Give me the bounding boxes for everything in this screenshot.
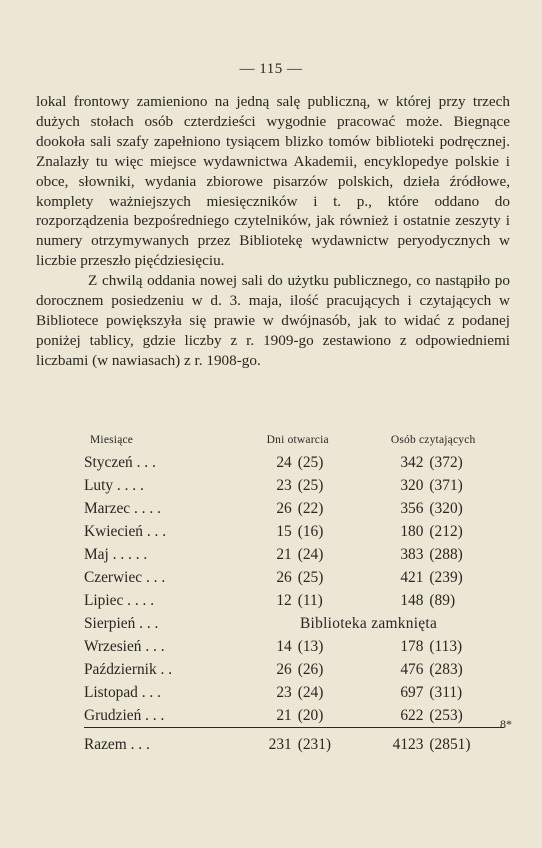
open-days-1908: (25): [297, 477, 324, 494]
header-months: Miesiące: [90, 434, 134, 446]
readers-1909: 383: [400, 546, 424, 563]
total-label: Razem . . .: [84, 736, 150, 753]
open-days-1909: 26: [276, 569, 292, 586]
total-open-days-1909: 231: [268, 736, 292, 753]
readers-1908: (320): [429, 500, 463, 517]
readers-1909: 148: [400, 592, 424, 609]
open-days-1909: 23: [276, 684, 292, 701]
open-days-1909: 21: [276, 707, 292, 724]
table-row: [84, 635, 504, 658]
readers-1909: 356: [400, 500, 424, 517]
open-days-1908: (20): [297, 707, 324, 724]
readers-1908: (113): [429, 638, 463, 655]
table-row: [84, 474, 504, 497]
statistics-table-wrap: [84, 433, 504, 756]
month-name: Kwiecień . . .: [84, 523, 167, 540]
open-days-1909: 23: [276, 477, 292, 494]
month-name: Listopad . . .: [84, 684, 161, 701]
open-days-1909: 12: [276, 592, 292, 609]
open-days-1908: (13): [297, 638, 324, 655]
table-row: [84, 658, 504, 681]
table-row: [84, 520, 504, 543]
month-name: Marzec . . . .: [84, 500, 161, 517]
total-readers-1908: (2851): [429, 736, 471, 753]
readers-1909: 697: [400, 684, 424, 701]
readers-1908: (253): [429, 707, 463, 724]
page-number: — 115 —: [239, 61, 303, 77]
table-row: [84, 704, 504, 728]
readers-1908: (311): [429, 684, 463, 701]
month-name: Wrzesień . . .: [84, 638, 165, 655]
header-open-days: Dni otwarcia: [266, 434, 329, 446]
readers-1908: (283): [429, 661, 463, 678]
paragraph-2: Z chwilą oddania nowej sali do użytku publicznego, co nastąpiło po dorocznem posiedzeniu w d. 3. maja, ilość pracujących i czytających w Bibliotece powiększyła się prawie w dwójnasób, jak to widać z podanej poniżej tablicy, gdzie liczby z r. 1909-go zestawiono z odpowiedniemi liczbami (w nawiasach) z r. 1908-go.: [36, 272, 510, 369]
month-name: Styczeń . . .: [84, 454, 156, 471]
month-name: Sierpień . . .: [84, 615, 159, 632]
readers-1909: 320: [400, 477, 424, 494]
readers-1908: (89): [429, 592, 456, 609]
table-total-row: [84, 730, 504, 756]
table-row: [84, 543, 504, 566]
readers-1909: 476: [400, 661, 424, 678]
open-days-1908: (24): [297, 684, 324, 701]
readers-1909: 622: [400, 707, 424, 724]
open-days-1908: (22): [297, 500, 324, 517]
table-row: [84, 497, 504, 520]
open-days-1909: 14: [276, 638, 292, 655]
month-name: Lipiec . . . .: [84, 592, 155, 609]
table-header-row: [84, 433, 504, 451]
readers-1909: 421: [400, 569, 424, 586]
month-name: Czerwiec . . .: [84, 569, 166, 586]
body-text: [36, 92, 510, 371]
total-readers-1909: 4123: [392, 736, 424, 753]
open-days-1909: 26: [276, 500, 292, 517]
readers-1908: (212): [429, 523, 463, 540]
table-row: [84, 589, 504, 612]
open-days-1909: 21: [276, 546, 292, 563]
open-days-1908: (16): [297, 523, 324, 540]
open-days-1908: (26): [297, 661, 324, 678]
table-row: [84, 451, 504, 474]
printer-signature-mark: 8*: [500, 717, 512, 731]
month-name: Maj . . . . .: [84, 546, 148, 563]
open-days-1908: (25): [297, 569, 324, 586]
table-body: [84, 451, 504, 756]
month-name: Październik . .: [84, 661, 173, 678]
total-open-days-1908: (231): [297, 736, 332, 753]
table-row: [84, 612, 504, 635]
readers-1909: 342: [400, 454, 424, 471]
header-readers: Osób czytających: [390, 434, 476, 446]
readers-1908: (371): [429, 477, 463, 494]
open-days-1909: 24: [276, 454, 292, 471]
open-days-1908: (11): [297, 592, 323, 609]
month-name: Grudzień . . .: [84, 707, 165, 724]
table-row: [84, 566, 504, 589]
table-row: [84, 681, 504, 704]
open-days-1908: (25): [297, 454, 324, 471]
paragraph-1: lokal frontowy zamieniono na jedną salę publiczną, w której przy trzech dużych stołach osób czterdzieści wygodnie pracować może. Biegnące dookoła sali szafy zapełniono tysiącem blizko tomów biblioteki podręcznej. Znalazły tu więc miejsce wydawnictwa Akademii, encyklopedye polskie i obce, słowniki, wydania zbiorowe pisarzów polskich, dzieła źródłowe, komplety ważniejszych miesięczników i t. p., które oddano do rozporządzenia bezpośredniego czytelników, jak również i ostatnie zeszyty i numery otrzymywanych przez Bibliotekę wydawnictw peryodycznych w liczbie przeszło pięćdziesięciu.: [36, 93, 510, 270]
library-closed-note: Biblioteka zamknięta: [299, 615, 438, 632]
readers-1908: (288): [429, 546, 463, 563]
open-days-1909: 15: [276, 523, 292, 540]
readers-1908: (372): [429, 454, 463, 471]
open-days-1908: (24): [297, 546, 324, 563]
readers-1908: (239): [429, 569, 463, 586]
statistics-table: [84, 433, 504, 756]
month-name: Luty . . . .: [84, 477, 144, 494]
readers-1909: 180: [400, 523, 424, 540]
open-days-1909: 26: [276, 661, 292, 678]
readers-1909: 178: [400, 638, 424, 655]
